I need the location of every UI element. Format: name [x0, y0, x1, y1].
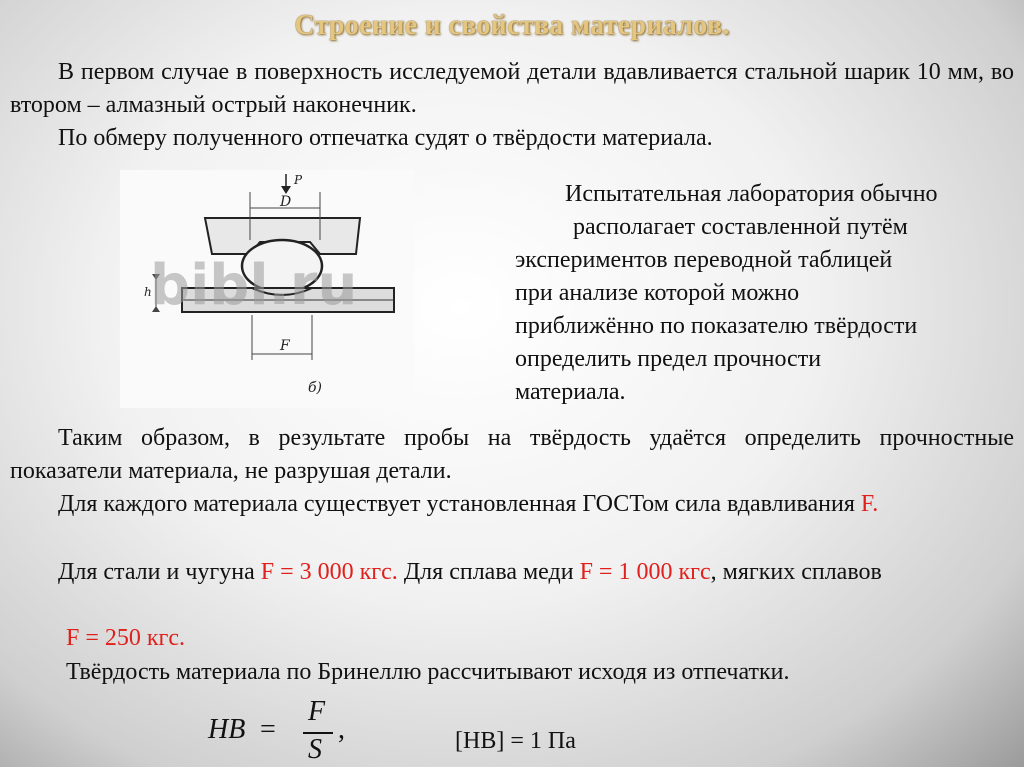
paragraph-4-text: Для каждого материала существует установленная ГОСТом сила вдавливания [58, 491, 861, 517]
formula-numerator: F [308, 696, 326, 727]
label-d: D [280, 194, 292, 210]
right-line-7: материала. [515, 379, 626, 405]
brinell-formula [208, 696, 368, 766]
right-text-block [515, 178, 1015, 409]
slide-title: Строение и свойства материалов. [294, 10, 730, 41]
label-h: h [144, 285, 152, 299]
right-line-6: определить предел прочности [515, 346, 822, 372]
steel-force: F = 3 000 кгс. [260, 559, 398, 585]
figure-caption: б) [308, 380, 323, 396]
soft-alloys-text: , мягких сплавов [710, 559, 882, 585]
paragraph-7: Твёрдость материала по Бринеллю рассчитывают исходя из отпечатки. [66, 659, 790, 685]
right-line-3: экспериментов переводной таблицей [515, 247, 893, 273]
formula-comma: , [338, 714, 345, 745]
paragraph-4 [10, 488, 1014, 521]
watermark-text: bibl.ru [150, 253, 358, 318]
formula-denominator: S [308, 734, 322, 765]
force-symbol: F. [860, 491, 879, 517]
hardness-unit: [HB] = 1 Па [455, 728, 576, 754]
right-line-4: при анализе которой можно [515, 280, 800, 306]
right-line-2: располагает составленной путём [573, 214, 908, 240]
soft-alloys-force: F = 250 кгс. [66, 625, 186, 651]
right-line-1: Испытательная лаборатория обычно [565, 181, 938, 207]
paragraph-5 [10, 556, 1014, 589]
steel-text: Для стали и чугуна [58, 559, 261, 585]
label-p: P [294, 173, 303, 187]
hardness-test-diagram [120, 170, 414, 408]
paragraph-2: По обмеру полученного отпечатка судят о твёрдости материала. [58, 125, 713, 151]
right-line-5: приближённо по показателю твёрдости [515, 313, 918, 339]
label-f: F [280, 338, 290, 354]
copper-force: F = 1 000 кгс [579, 559, 711, 585]
formula-lhs: HB [208, 714, 246, 745]
paragraph-1: В первом случае в поверхность исследуемой детали вдавливается стальной шарик 10 мм, во втором – алмазный острый наконечник. [10, 59, 1014, 118]
paragraph-3: Таким образом, в результате пробы на твёрдость удаётся определить прочностные показатели материала, не разрушая детали. [10, 425, 1014, 484]
copper-text: Для сплава меди [397, 559, 580, 585]
formula-equals: = [260, 714, 276, 745]
